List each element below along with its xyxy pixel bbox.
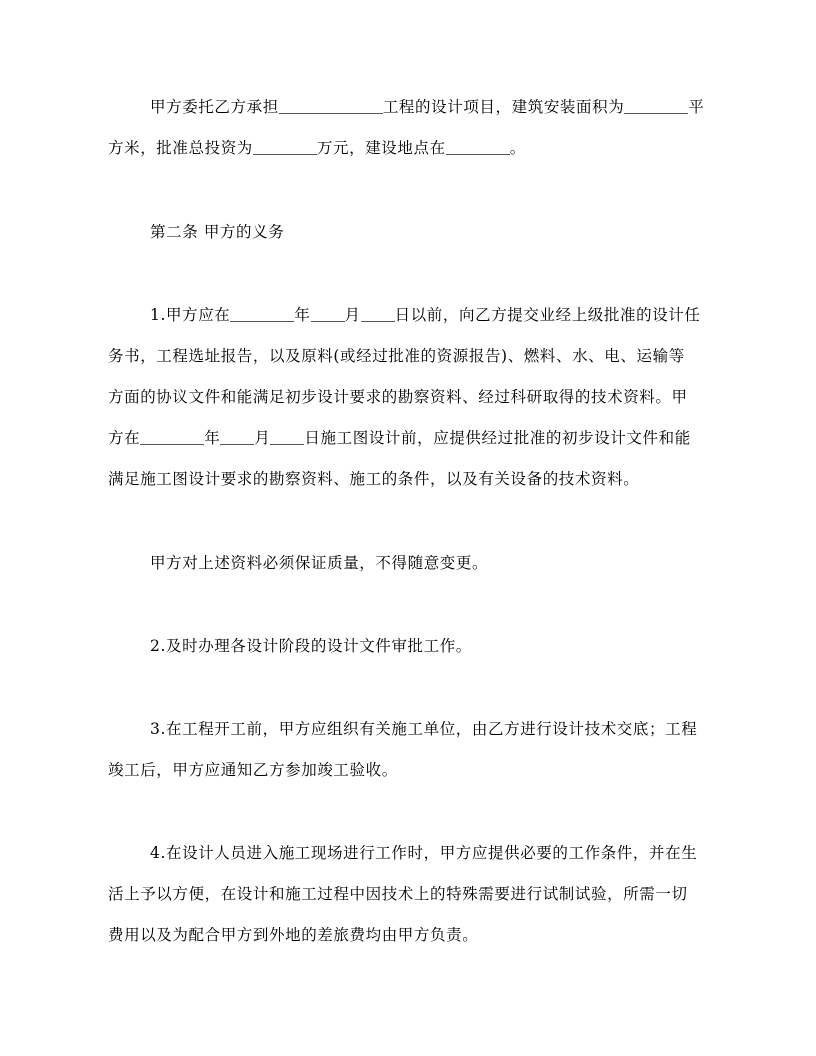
quality-note: 甲方对上述资料必须保证质量，不得随意变更。 xyxy=(150,554,489,572)
blank-day xyxy=(270,429,304,445)
item4-line-3: 费用以及为配合甲方到外地的差旅费均由甲方负责。 xyxy=(108,926,479,944)
item1-line-2: 务书，工程选址报告，以及原料(或经过批准的资源报告)、燃料、水、电、运输等 xyxy=(108,347,685,365)
item1-line-4 xyxy=(108,427,696,449)
blank-month xyxy=(311,306,345,322)
blank-investment xyxy=(253,139,317,155)
blank-year xyxy=(140,429,204,445)
item1-line-1 xyxy=(150,304,701,326)
item4-line-2: 活上予以方便，在设计和施工过程中因技术上的特殊需要进行试制试验，所需一切 xyxy=(108,885,688,903)
text: 工程的设计项目，建筑安装面积为 xyxy=(382,98,625,116)
text: 年 xyxy=(294,306,311,324)
item1-line-3: 方面的协议文件和能满足初步设计要求的勘察资料、经过科研取得的技术资料。甲 xyxy=(108,388,688,406)
text: 。 xyxy=(509,139,526,157)
section-title: 第二条 甲方的义务 xyxy=(150,223,285,241)
intro-line-1 xyxy=(150,96,705,118)
text: 方米，批准总投资为 xyxy=(108,139,253,157)
intro-line-2 xyxy=(108,137,696,159)
blank-month xyxy=(220,429,254,445)
text: 日以前，向乙方提交业经上级批准的设计任 xyxy=(394,306,701,324)
blank-area xyxy=(624,98,688,114)
item1-line-5: 满足施工图设计要求的勘察资料、施工的条件，以及有关设备的技术资料。 xyxy=(108,470,640,488)
blank-location xyxy=(446,139,510,155)
text: 万元，建设地点在 xyxy=(316,139,446,157)
text: 月 xyxy=(254,429,271,447)
item4-line-1: 4.在设计人员进入施工现场进行工作时，甲方应提供必要的工作条件，并在生 xyxy=(150,844,698,862)
text: 日施工图设计前，应提供经过批准的初步设计文件和能 xyxy=(304,429,691,447)
blank-year xyxy=(230,306,294,322)
item3-line-2: 竣工后，甲方应通知乙方参加竣工验收。 xyxy=(108,761,398,779)
blank-day xyxy=(361,306,395,322)
text: 1.甲方应在 xyxy=(150,306,231,324)
text: 甲方委托乙方承担 xyxy=(150,98,279,116)
item2: 2.及时办理各设计阶段的设计文件审批工作。 xyxy=(150,637,472,655)
text: 月 xyxy=(344,306,361,324)
text: 年 xyxy=(204,429,221,447)
text: 平 xyxy=(688,98,705,116)
blank-project-name xyxy=(279,98,383,114)
text: 方在 xyxy=(108,429,141,447)
item3-line-1: 3.在工程开工前，甲方应组织有关施工单位，由乙方进行设计技术交底；工程 xyxy=(150,720,698,738)
